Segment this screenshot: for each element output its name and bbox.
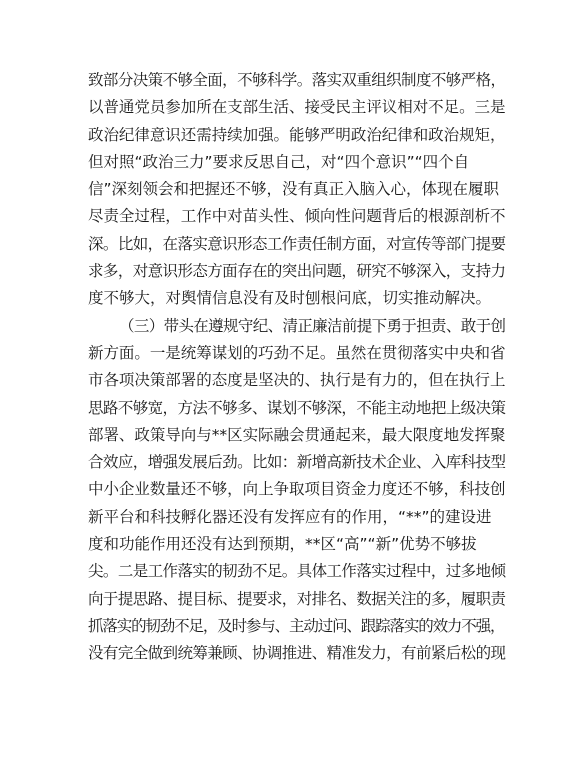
text-line: 信”深刻领会和把握还不够，没有真正入脑入心，体现在履职 bbox=[88, 180, 500, 199]
text-line: 市各项决策部署的态度是坚决的、执行是有力的，但在执行上 bbox=[88, 371, 506, 390]
text-line: 新平台和科技孵化器还没有发挥应有的作用，“**”的建设进 bbox=[88, 507, 492, 526]
text-line: 但对照“政治三力”要求反思自己，对“四个意识”“四个自 bbox=[88, 152, 470, 171]
text-line: 没有完全做到统筹兼顾、协调推进、精准发力，有前紧后松的现 bbox=[88, 644, 506, 663]
text-line: 向于提思路、提目标、提要求，对排名、数据关注的多，履职责 bbox=[88, 589, 506, 608]
text-line: 尽责全过程，工作中对苗头性、倾向性问题背后的根源剖析不 bbox=[88, 207, 506, 226]
text-line: 尖。二是工作落实的韧劲不足。具体工作落实过程中，过多地倾 bbox=[88, 562, 506, 581]
text-line: 致部分决策不够全面，不够科学。落实双重组织制度不够严格， bbox=[88, 71, 506, 89]
text-line: 以普通党员参加所在支部生活、接受民主评议相对不足。三是 bbox=[88, 98, 506, 117]
text-line: 深。比如，在落实意识形态工作责任制方面，对宣传等部门提要 bbox=[88, 234, 506, 253]
text-line: 度和功能作用还没有达到预期，**区“高”“新”优势不够拔 bbox=[88, 535, 477, 554]
text-line: （三）带头在遵规守纪、清正廉洁前提下勇于担责、敢于创 bbox=[119, 316, 506, 335]
text-line: 政治纪律意识还需持续加强。能够严明政治纪律和政治规矩， bbox=[88, 125, 506, 144]
text-line: 合效应，增强发展后劲。比如：新增高新技术企业、入库科技型 bbox=[88, 453, 506, 472]
text-line: 新方面。一是统筹谋划的巧劲不足。虽然在贯彻落实中央和省 bbox=[88, 343, 506, 362]
text-line: 部署、政策导向与**区实际融会贯通起来，最大限度地发挥聚 bbox=[88, 425, 506, 444]
text-line: 中小企业数量还不够，向上争取项目资金力度还不够，科技创 bbox=[88, 480, 506, 499]
text-line: 思路不够宽，方法不够多、谋划不够深，不能主动地把上级决策 bbox=[88, 398, 506, 417]
document-body bbox=[88, 67, 506, 668]
text-line: 度不够大，对舆情信息没有及时刨根问底，切实推动解决。 bbox=[88, 289, 492, 308]
text-line: 求多，对意识形态方面存在的突出问题，研究不够深入，支持力 bbox=[88, 262, 506, 281]
text-line: 抓落实的韧劲不足，及时参与、主动过问、跟踪落实的效力不强， bbox=[88, 616, 505, 635]
